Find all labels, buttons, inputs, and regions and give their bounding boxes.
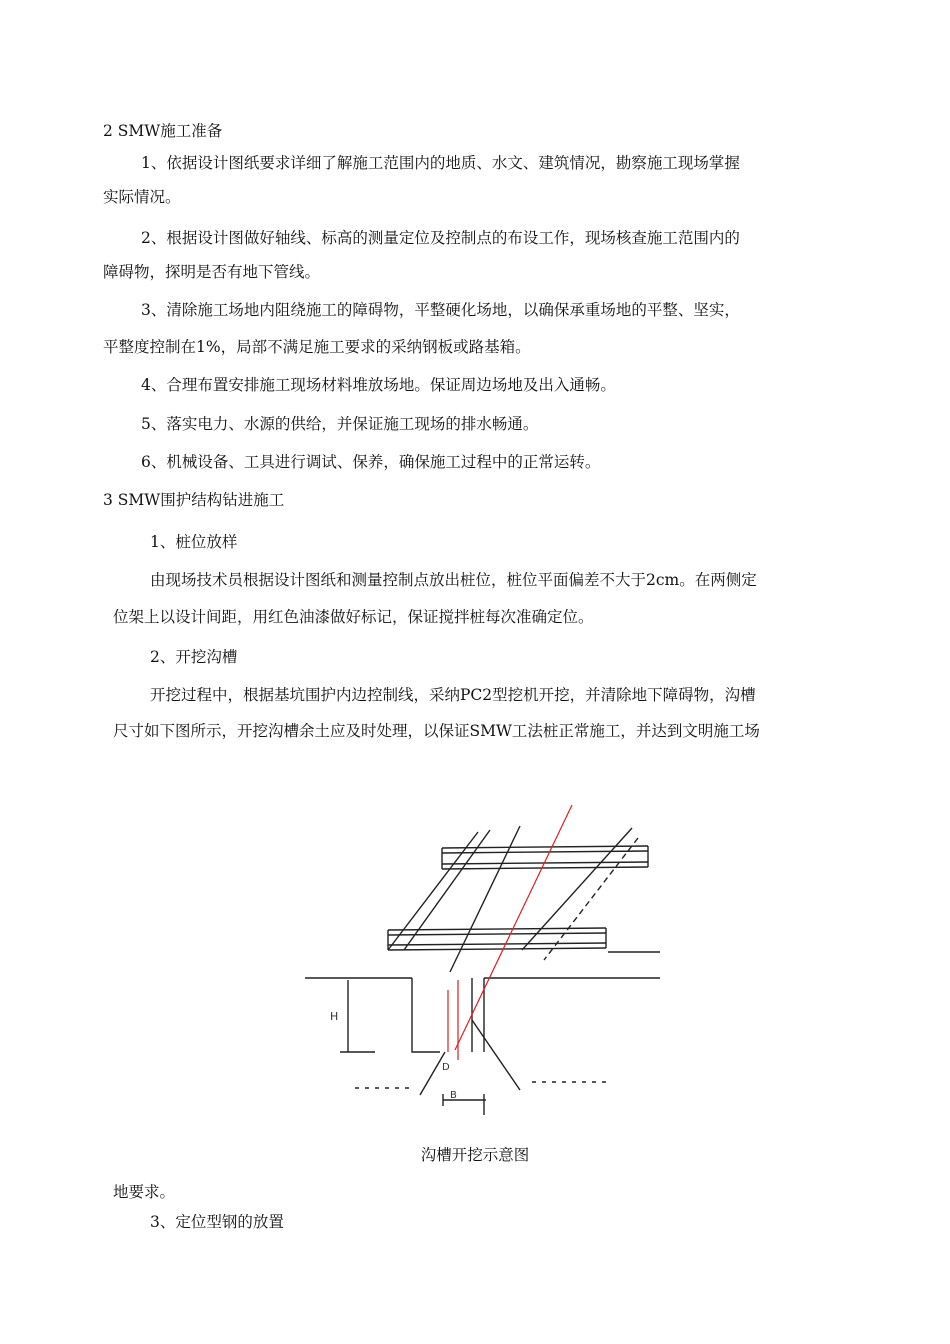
paragraph-item-2-line-1: 2、根据设计图做好轴线、标高的测量定位及控制点的布设工作，现场核查施工范围内的 — [141, 229, 740, 247]
sub-2-title: 2、开挖沟槽 — [150, 648, 238, 666]
trench-excavation-diagram — [300, 800, 660, 1130]
trench-left-wall — [412, 978, 440, 1052]
sub-2-line-2: 尺寸如下图所示，开挖沟槽余土应及时处理，以保证SMW工法桩正常施工，并达到文明施工场 — [113, 722, 760, 740]
rail-right-2 — [544, 838, 638, 960]
figure-caption: 沟槽开挖示意图 — [420, 1146, 530, 1164]
sub-3-title: 3、定位型钢的放置 — [150, 1213, 284, 1231]
paragraph-item-4: 4、合理布置安排施工现场材料堆放场地。保证周边场地及出入通畅。 — [141, 376, 616, 394]
dimension-h — [340, 980, 375, 1052]
red-center-lines — [448, 805, 572, 1060]
bottom-dashed-line — [355, 1082, 610, 1088]
sub-2-line-3: 地要求。 — [113, 1183, 176, 1201]
lower-steel-beam — [388, 928, 606, 950]
section-3-heading: 3 SMW围护结构钻进施工 — [103, 491, 285, 509]
label-d: D — [442, 1062, 450, 1073]
sub-1-line-2: 位架上以设计间距，用红色油漆做好标记，保证搅拌桩每次准确定位。 — [113, 608, 594, 626]
paragraph-item-1-line-1: 1、依据设计图纸要求详细了解施工范围内的地质、水文、建筑情况，勘察施工现场掌握 — [141, 154, 740, 172]
paragraph-item-3-line-2: 平整度控制在1%，局部不满足施工要求的采纳钢板或路基箱。 — [103, 338, 531, 356]
sub-1-line-1: 由现场技术员根据设计图纸和测量控制点放出桩位，桩位平面偏差不大于2cm。在两侧定 — [150, 571, 757, 589]
label-h: H — [330, 1010, 339, 1023]
sub-2-line-1: 开挖过程中，根据基坑围护内边控制线，采纳PC2型挖机开挖，并清除地下障碍物，沟槽 — [150, 686, 756, 704]
section-2-heading: 2 SMW施工准备 — [103, 122, 223, 140]
sub-1-title: 1、桩位放样 — [150, 533, 238, 551]
rail-left-1 — [388, 832, 478, 950]
paragraph-item-6: 6、机械设备、工具进行调试、保养，确保施工过程中的正常运转。 — [141, 453, 601, 471]
paragraph-item-2-line-2: 障碍物，探明是否有地下管线。 — [103, 263, 321, 281]
label-b: B — [450, 1090, 457, 1101]
paragraph-item-5: 5、落实电力、水源的供给，并保证施工现场的排水畅通。 — [141, 415, 539, 433]
paragraph-item-3-line-1: 3、清除施工场地内阻绕施工的障碍物，平整硬化场地，以确保承重场地的平整、坚实， — [141, 301, 740, 319]
paragraph-item-1-line-2: 实际情况。 — [103, 188, 181, 206]
